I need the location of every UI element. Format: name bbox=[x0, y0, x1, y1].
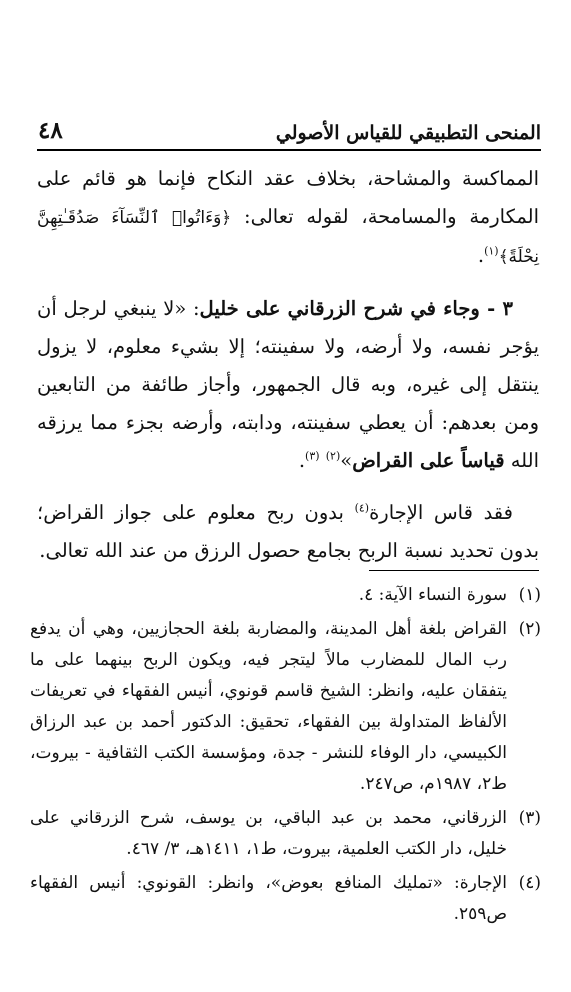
main-text bbox=[37, 160, 539, 570]
page-number: ٤٨ bbox=[38, 117, 63, 144]
quote-close: » bbox=[340, 449, 353, 472]
paragraph-1-text: المماكسة والمشاحة، بخلاف عقد النكاح فإنما هو قائم على المكارمة والمسامحة، لقوله تعالى: bbox=[37, 167, 539, 228]
footnote-ref-3: (٣) bbox=[305, 449, 320, 463]
footnotes bbox=[30, 580, 541, 933]
footnote-number: (٤) bbox=[518, 873, 541, 893]
footnote-text: القراض بلغة أهل المدينة، والمضاربة بلغة الحجازيين، وهي أن يدفع رب المال للمضارب مالاً ليتجر فيه، ويكون الربح بينهما على ما يتفقان عليه، وانظر: الشيخ قاسم قونوي، أنيس الفقهاء في تعريفات الألفاظ المتداولة بين الفقهاء، تحقيق: الدكتور أحمد بن عبد الرزاق الكبيسي، دار الوفاء للنشر - جدة، ومؤسسة الكتب الثقافية - بيروت، ط٢، ١٩٨٧م، ص٢٤٧. bbox=[30, 619, 507, 794]
footnote-text: الإجارة: «تمليك المنافع بعوض»، وانظر: القونوي: أنيس الفقهاء ص٢٥٩. bbox=[30, 873, 507, 924]
paragraph-2-lead: ٣ - وجاء في شرح الزرقاني على خليل bbox=[199, 297, 513, 320]
paragraph-2-end: . bbox=[298, 449, 306, 472]
footnote-ref-1: (١) bbox=[484, 244, 499, 258]
paragraph-3-text-a: فقد قاس الإجارة bbox=[369, 501, 513, 524]
paragraph-3 bbox=[37, 494, 539, 570]
footnote bbox=[30, 580, 541, 611]
footnote-text: سورة النساء الآية: ٤. bbox=[358, 585, 507, 605]
paragraph-3-text-b: بدون ربح معلوم على جواز القراض؛ بدون تحديد نسبة الربح بجامع حصول الرزق من عند الله تعالى. bbox=[37, 501, 539, 562]
footnote-number: (٣) bbox=[518, 808, 541, 828]
footnote-number: (١) bbox=[518, 585, 541, 605]
paragraph-1 bbox=[37, 160, 539, 276]
footnote-text: الزرقاني، محمد بن عبد الباقي، بن يوسف، شرح الزرقاني على خليل، دار الكتب العلمية، بيروت، ط١، ١٤١١هـ، ٣/ ٤٦٧. bbox=[30, 808, 507, 859]
footnote-number: (٢) bbox=[518, 619, 541, 639]
paragraph-2 bbox=[37, 290, 539, 480]
header-rule bbox=[37, 149, 541, 151]
footnote bbox=[30, 868, 541, 930]
footnote-ref-4: (٤) bbox=[354, 501, 370, 515]
paragraph-1-end: . bbox=[477, 244, 485, 267]
page-header bbox=[38, 112, 541, 144]
quran-verse: ﴿وَءَاتُوا۟ ٱلنِّسَآءَ صَدُقَـٰتِهِنَّ نِحْلَةً﴾ bbox=[37, 208, 539, 267]
footnote bbox=[30, 803, 541, 865]
paragraph-2-text: : «لا ينبغي لرجل أن يؤجر نفسه، ولا أرضه، ولا سفينته؛ إلا بشيء معلوم، لا يزول ينتقل إلى غيره، وبه قال الجمهور، وأجاز طائفة من التابعين ومن بعدهم: أن يعطي سفينته، ودابته، وأرضه بجزء مما يرزقه الله bbox=[37, 297, 539, 472]
footnote-ref-2: (٢) bbox=[325, 449, 341, 463]
paragraph-2-tail: قياساً على القراض bbox=[352, 449, 505, 472]
running-title: المنحى التطبيقي للقياس الأصولي bbox=[275, 122, 541, 144]
footnote bbox=[30, 614, 541, 800]
footnote-separator bbox=[369, 570, 539, 571]
